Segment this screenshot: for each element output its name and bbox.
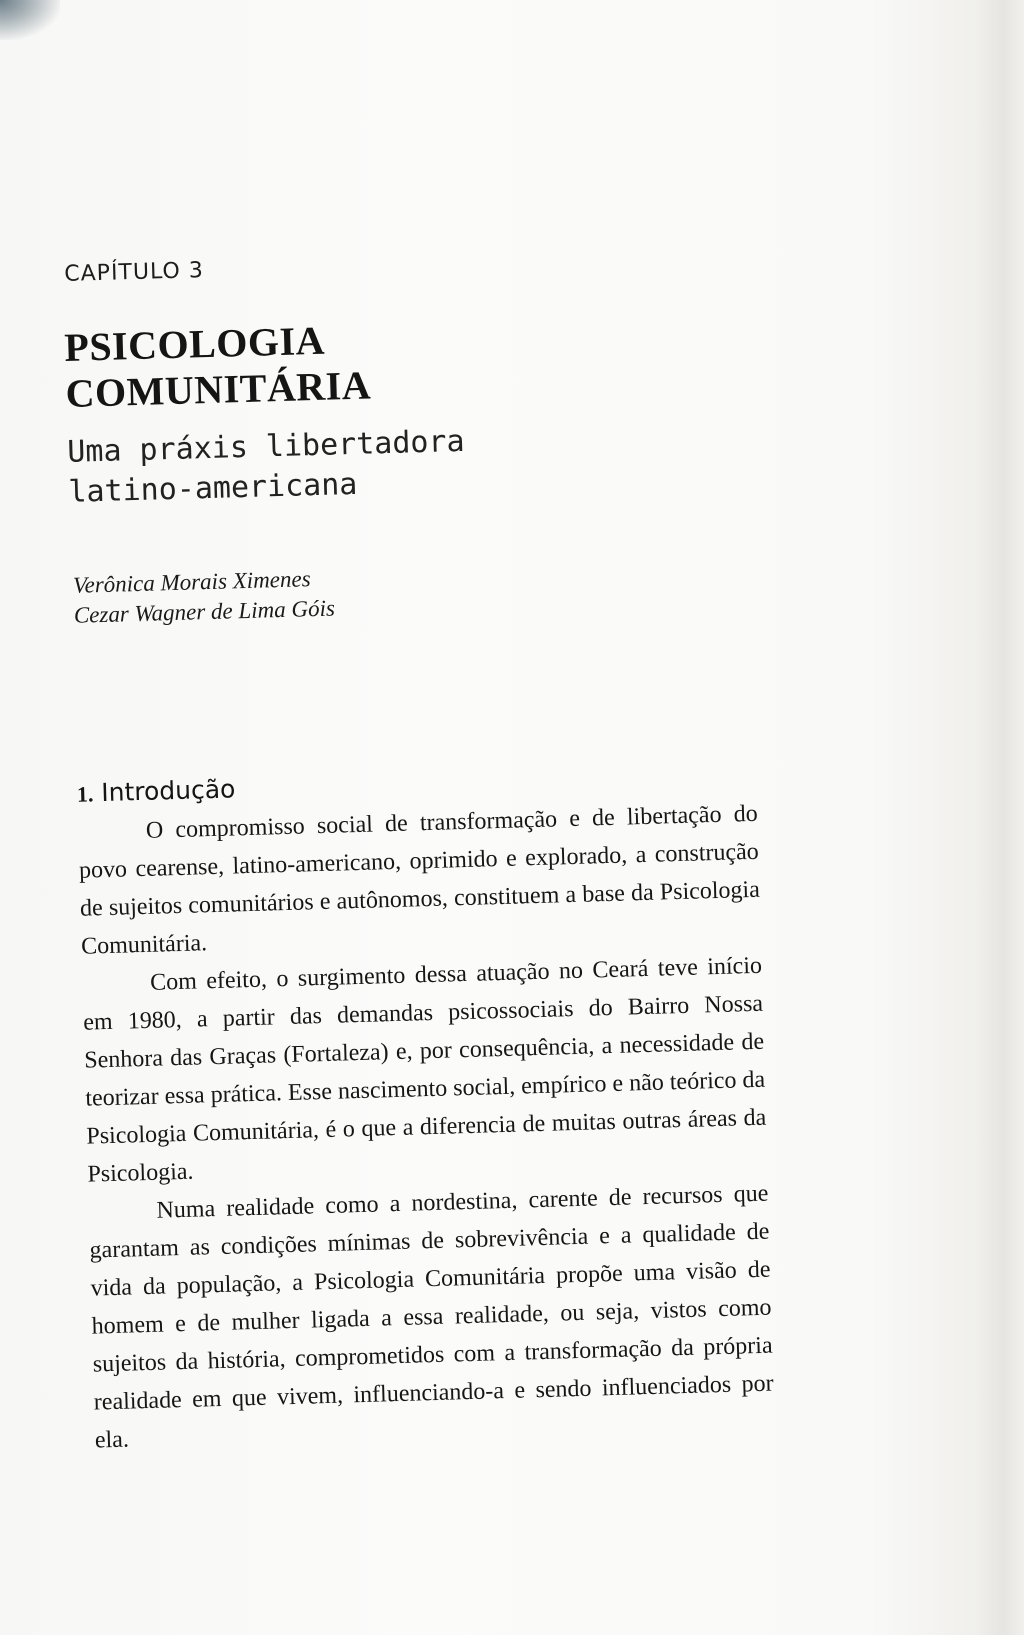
author-name: Verônica Morais Ximenes <box>72 566 311 598</box>
body-paragraph: O compromisso social de transformação e de libertação do povo cearense, latino-americano, oprimido e explorado, a construção de sujeitos comunitários e autônomos, constituem a base da Psicologia Comunitária. <box>78 800 761 960</box>
page-content <box>62 243 775 1460</box>
chapter-subtitle-line-1: Uma práxis libertadora <box>66 423 466 470</box>
author-list <box>73 552 752 631</box>
corner-shadow <box>0 0 60 40</box>
chapter-title <box>64 306 746 417</box>
author-name: Cezar Wagner de Lima Góis <box>73 595 336 628</box>
section-number: 1. <box>76 781 94 807</box>
body-paragraph: Numa realidade como a nordestina, carente de recursos que garantam as condições mínimas de sobrevivência e a qualidade de vida da população, a Psicologia Comunitária propõe uma visão de homem e de mulher ligada a essa realidade, ou seja, vistos como sujeitos da história, comprometidos com a transformação da própria realidade em que vivem, influenciando-a e sendo influenciados por ela. <box>89 1180 774 1454</box>
chapter-label: CAPÍTULO 3 <box>63 258 205 287</box>
chapter-subtitle-line-2: latino-americana <box>67 466 358 510</box>
section-title: Introdução <box>100 774 236 808</box>
chapter-title-line-2: COMUNITÁRIA <box>65 362 372 416</box>
page-edge-shadow <box>978 0 1024 1635</box>
chapter-subtitle <box>67 414 749 513</box>
body-paragraph: Com efeito, o surgimento dessa atuação no Ceará teve início em 1980, a partir das demandas psicossociais do Bairro Nossa Senhora das Graças (Fortaleza) e, por consequência, a necessidade de teorizar essa prática. Esse nascimento social, empírico e não teórico da Psicologia Comunitária, é o que a diferencia de muitas outras áreas da Psicologia. <box>82 952 767 1188</box>
chapter-title-line-1: PSICOLOGIA <box>63 317 326 370</box>
